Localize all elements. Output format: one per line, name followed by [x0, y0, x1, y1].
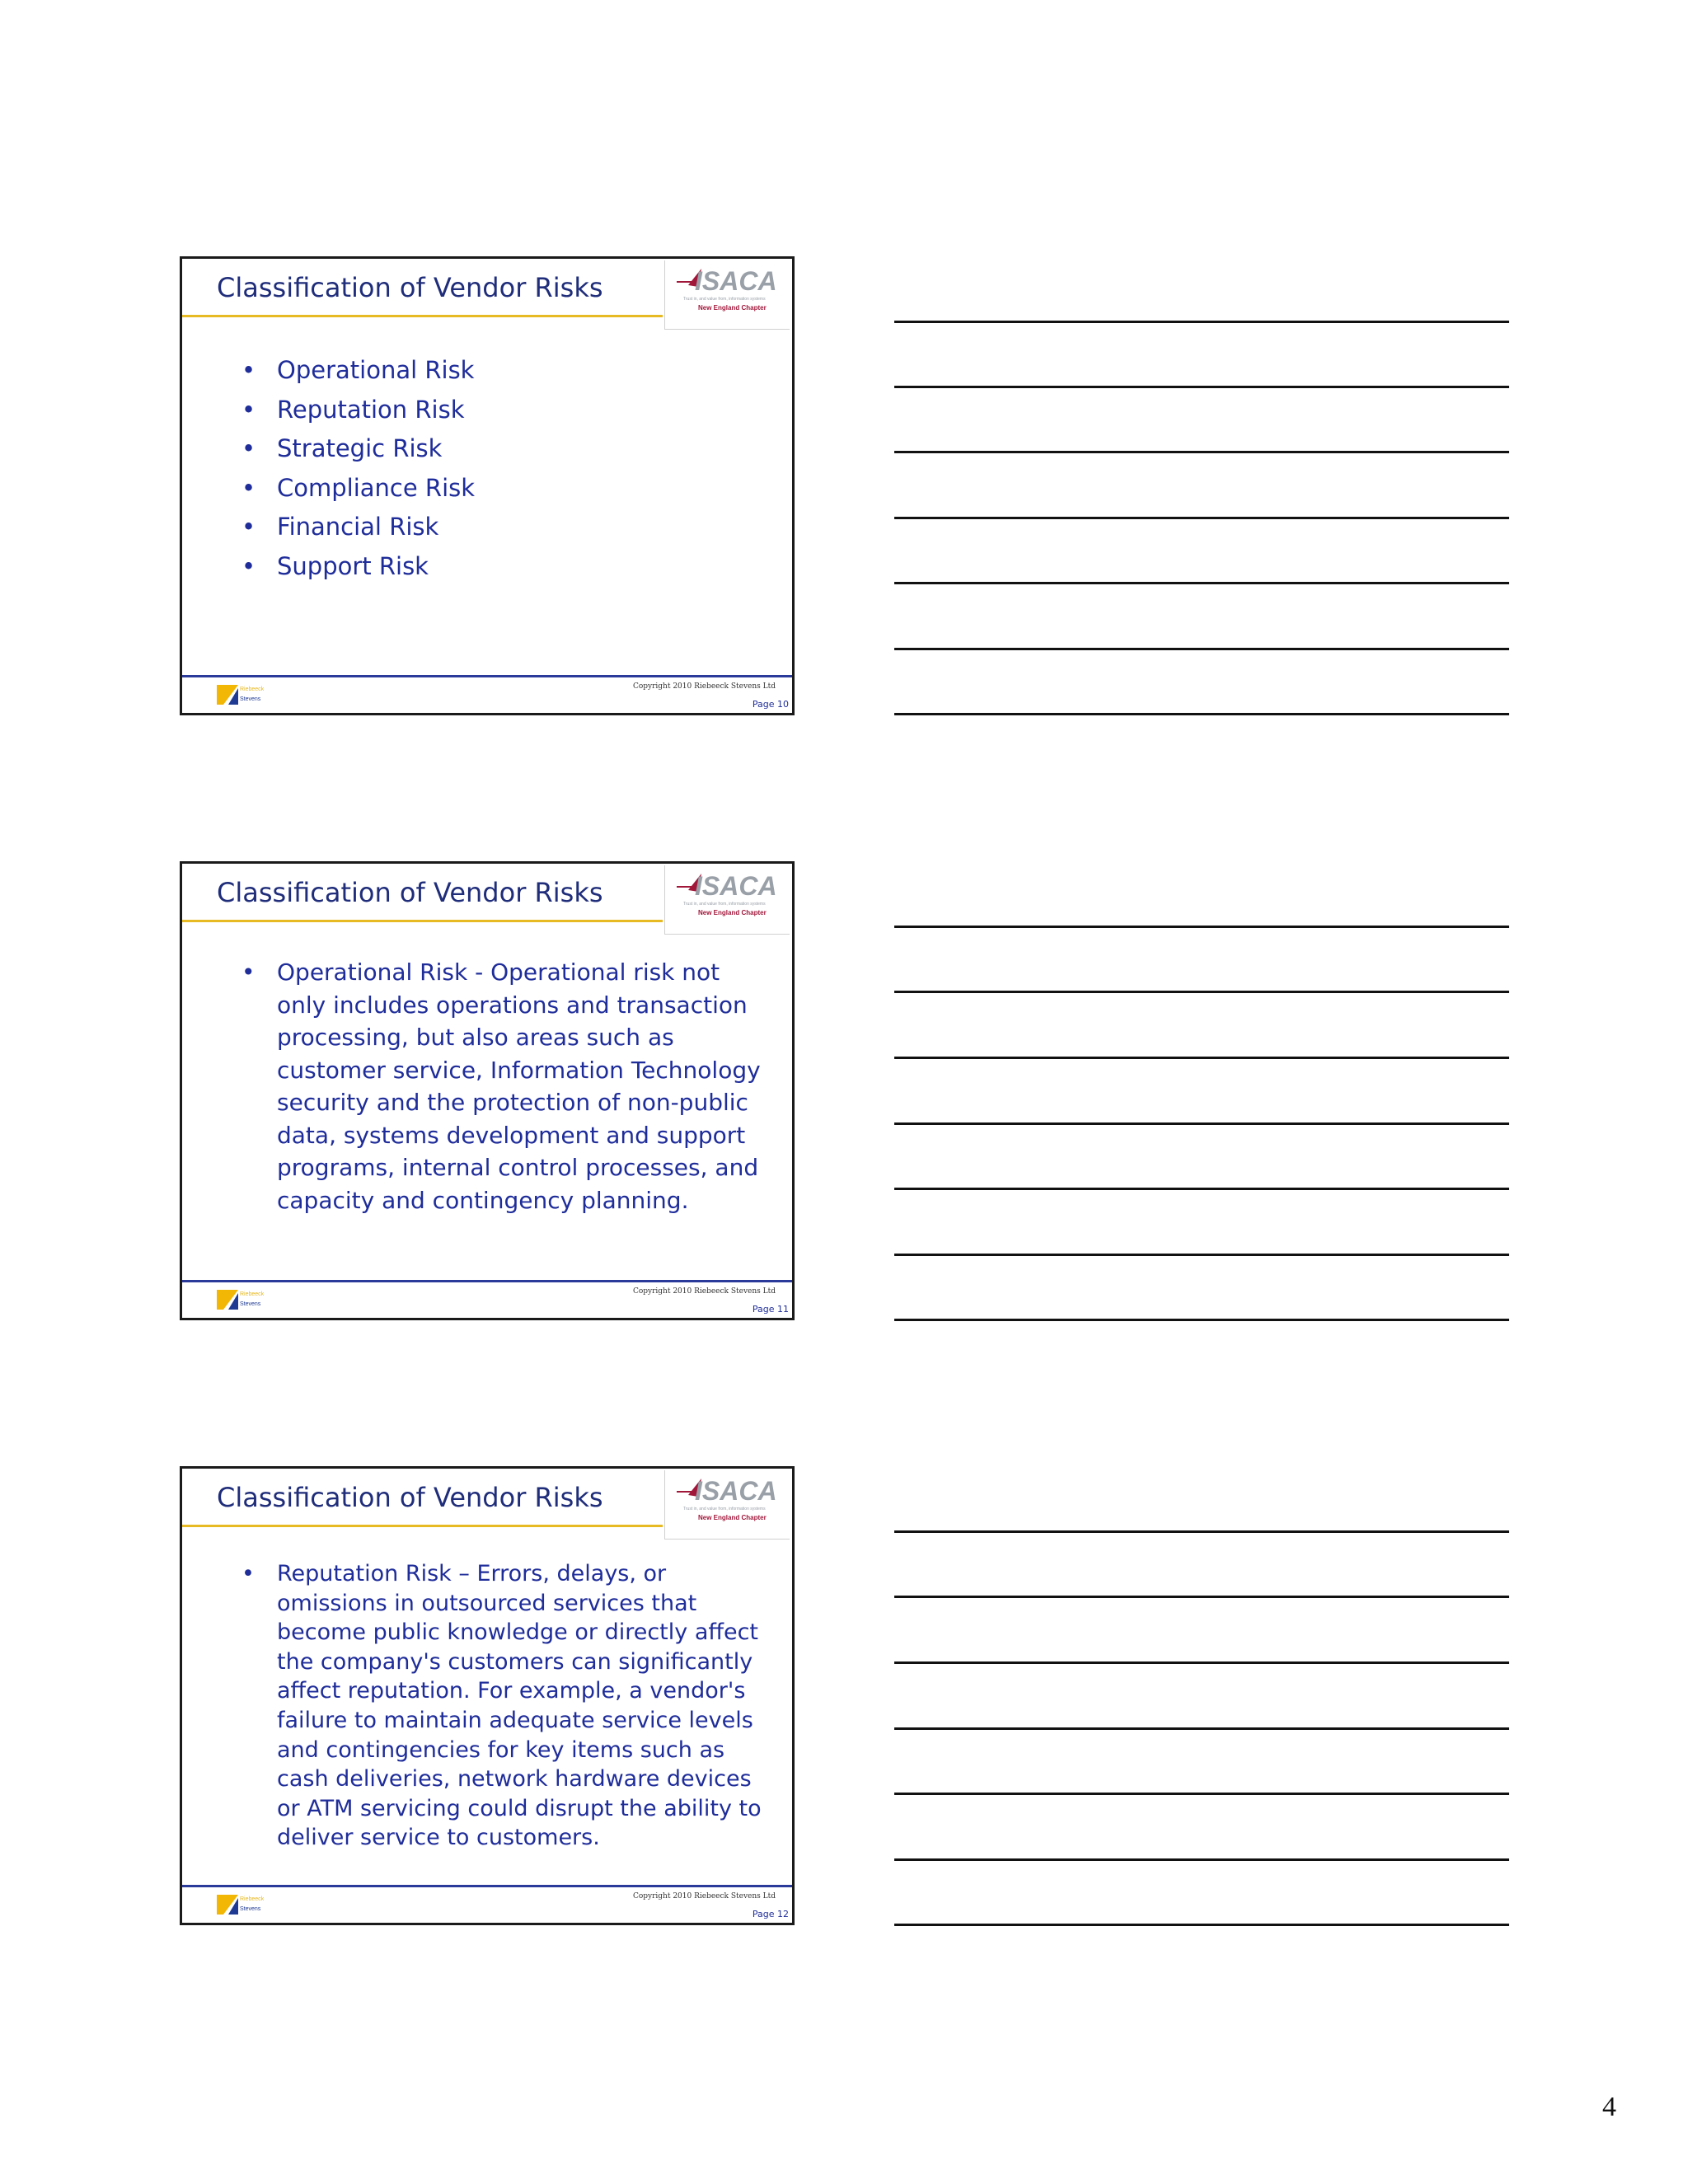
- footer-divider: [182, 1885, 792, 1887]
- note-line: [894, 1188, 1509, 1190]
- note-line: [894, 1122, 1509, 1125]
- bullet-item: • Compliance Risk: [241, 469, 475, 509]
- copyright: Copyright 2010 Riebeeck Stevens Ltd: [632, 1892, 776, 1900]
- note-line: [894, 1319, 1509, 1321]
- bullet-item: • Reputation Risk: [241, 391, 475, 430]
- isaca-logo: [664, 260, 790, 330]
- bullet-item: • Operational Risk - Operational risk not only includes operations and transaction processing, but also areas such as customer service, Information Technology security and the protection of non-public data, systems development and support programs, internal control processes, and capacity and contingency planning.: [241, 956, 761, 1216]
- note-line: [894, 517, 1509, 519]
- bullet-item: • Operational Risk: [241, 351, 475, 391]
- note-line: [894, 582, 1509, 584]
- note-line: [894, 1727, 1509, 1730]
- footer-logo-line2: Stevens: [240, 1301, 261, 1307]
- note-line: [894, 386, 1509, 388]
- bullet-item: • Strategic Risk: [241, 429, 475, 469]
- slide-title: Classification of Vendor Risks: [217, 877, 603, 908]
- note-line: [894, 1057, 1509, 1059]
- note-line: [894, 1530, 1509, 1533]
- isaca-tagline: Trust in, and value from, information systems: [683, 297, 766, 302]
- document-page-number: 4: [1602, 2092, 1616, 2122]
- title-divider: [182, 315, 663, 317]
- footer-logo-line1: Riebeeck: [240, 1291, 265, 1297]
- title-divider: [182, 1525, 663, 1527]
- bullet-item: • Financial Risk: [241, 508, 475, 547]
- note-line: [894, 1596, 1509, 1598]
- isaca-chapter: New England Chapter: [698, 304, 767, 312]
- isaca-logo: [664, 1470, 790, 1540]
- note-line: [894, 1661, 1509, 1664]
- footer-logo-line1: Riebeeck: [240, 687, 265, 692]
- footer-logo-line2: Stevens: [240, 1906, 261, 1912]
- note-line: [894, 1254, 1509, 1256]
- bullet-list: [241, 956, 761, 1216]
- note-line: [894, 926, 1509, 928]
- note-line: [894, 991, 1509, 993]
- isaca-chapter: New England Chapter: [698, 1514, 767, 1521]
- isaca-logo-text: ISACA: [695, 871, 777, 901]
- note-line: [894, 1793, 1509, 1795]
- slide-page-number: Page 11: [752, 1304, 789, 1315]
- riebeeck-stevens-logo: [215, 1285, 273, 1313]
- slide-title: Classification of Vendor Risks: [217, 272, 603, 303]
- footer-divider: [182, 1280, 792, 1282]
- copyright: Copyright 2010 Riebeeck Stevens Ltd: [632, 682, 776, 691]
- footer-logo-line1: Riebeeck: [240, 1896, 265, 1902]
- isaca-tagline: Trust in, and value from, information systems: [683, 902, 766, 907]
- note-line: [894, 321, 1509, 323]
- slide-1: [180, 256, 795, 715]
- bullet-item: • Support Risk: [241, 547, 475, 587]
- isaca-logo-text: ISACA: [695, 266, 777, 296]
- isaca-logo: [664, 865, 790, 935]
- isaca-logo-text: ISACA: [695, 1476, 777, 1506]
- note-line: [894, 1858, 1509, 1861]
- slide-2: [180, 861, 795, 1320]
- bullet-list: [241, 1559, 769, 1853]
- note-line: [894, 713, 1509, 715]
- riebeeck-stevens-logo: [215, 680, 273, 708]
- slide-page-number: Page 12: [752, 1909, 789, 1919]
- bullet-item: • Reputation Risk – Errors, delays, or omissions in outsourced services that become public knowledge or directly affect the company's customers can significantly affect reputation. For example, a vendor's failure to maintain adequate service levels and contingencies for key items such as cash deliveries, network hardware devices or ATM servicing could disrupt the ability to deliver service to customers.: [241, 1559, 769, 1853]
- isaca-chapter: New England Chapter: [698, 909, 767, 916]
- note-line: [894, 451, 1509, 453]
- riebeeck-stevens-logo: [215, 1890, 273, 1918]
- note-line: [894, 1924, 1509, 1926]
- slide-title: Classification of Vendor Risks: [217, 1482, 603, 1513]
- footer-divider: [182, 675, 792, 677]
- footer-logo-line2: Stevens: [240, 696, 261, 702]
- isaca-tagline: Trust in, and value from, information systems: [683, 1507, 766, 1511]
- slide-page-number: Page 10: [752, 699, 789, 710]
- slide-3: [180, 1466, 795, 1925]
- note-line: [894, 648, 1509, 650]
- copyright: Copyright 2010 Riebeeck Stevens Ltd: [632, 1287, 776, 1296]
- bullet-list: [241, 351, 475, 586]
- title-divider: [182, 920, 663, 922]
